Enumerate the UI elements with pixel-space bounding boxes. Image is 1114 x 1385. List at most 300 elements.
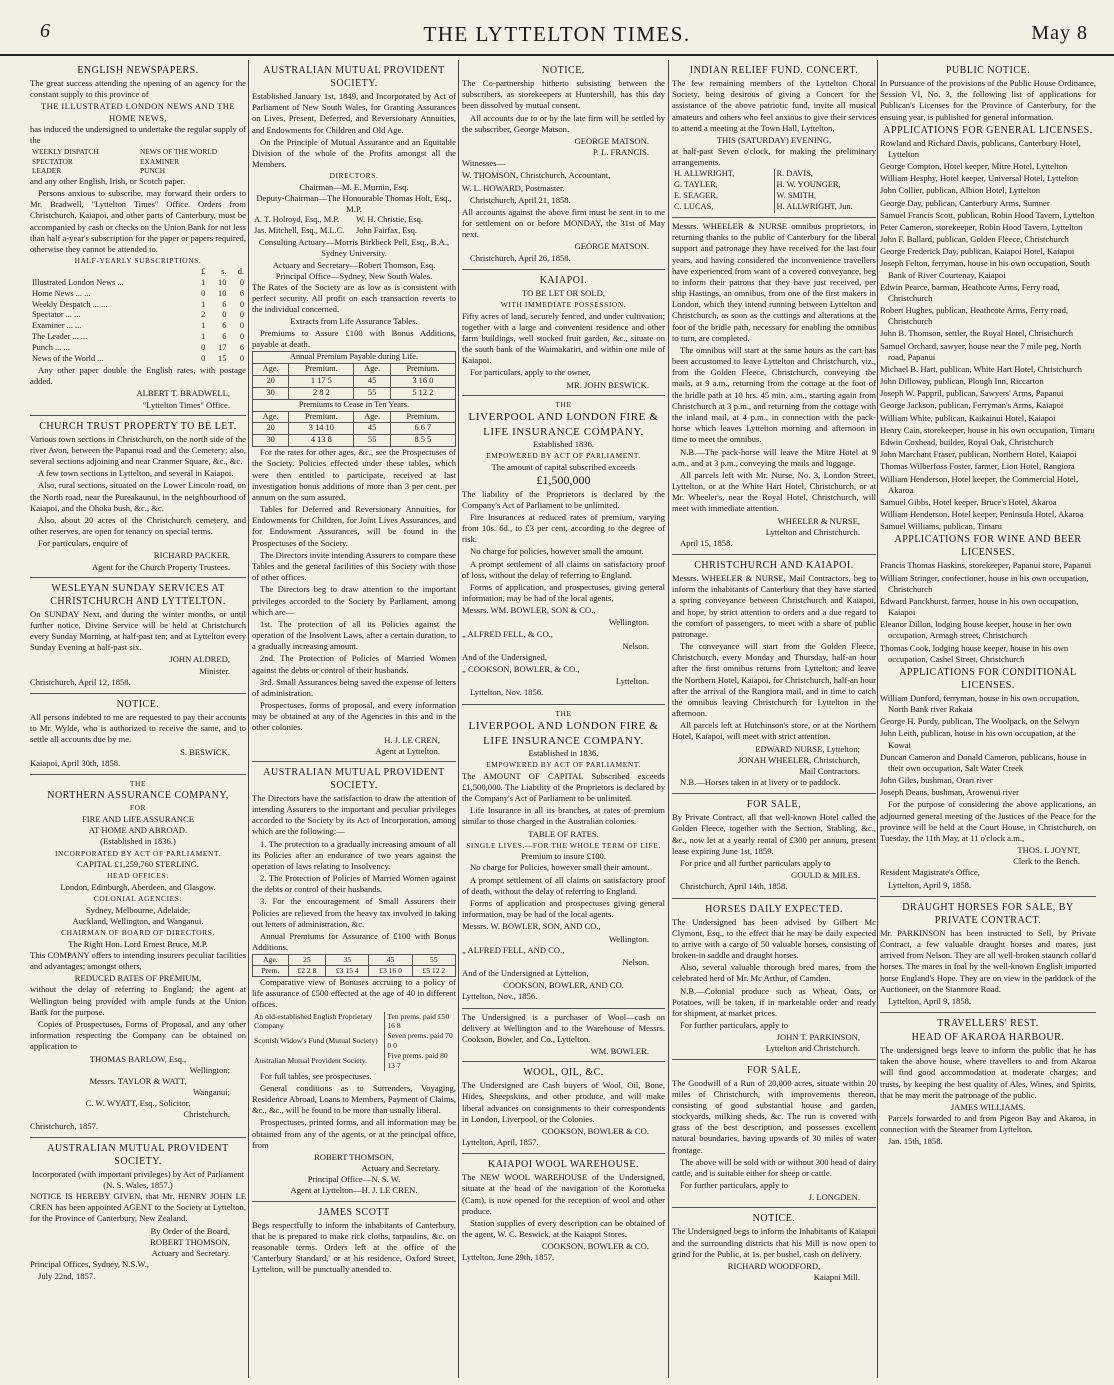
ad-wool-oil — [462, 1062, 665, 1154]
list-item: George H. Purdy, publican, The Woolpack, on the Selwyn — [880, 716, 1080, 727]
ad-subheading: EMPOWERED BY ACT OF PARLIAMENT. — [486, 760, 641, 770]
ad-body: Tables for Deferred and Reversionary Annuities, for Endowments for Children, for Joint Lives Assurances, and for Endowment Assurances, will be found in the Prospectuses of the Society. — [252, 504, 456, 548]
table-cell: 5 12 2 — [390, 387, 455, 399]
ad-heading: INDIAN RELIEF FUND. CONCERT. — [689, 65, 859, 76]
ad-body: The liability of the Proprietors is declared by the Company's Act of Parliament to be unlimited. — [462, 488, 665, 510]
ad-line: Witnesses— — [462, 158, 506, 169]
ad-heading: FOR SALE. — [747, 1064, 801, 1076]
table-cell: Age. — [253, 955, 289, 966]
ad-body: In Pursuance of the provisions of the Public House Ordinance, Session VI, No. 3, the following list of applications for Publican's Licenses for the Province of Canterbury, for the ensuing year, is published for general information. — [880, 78, 1096, 122]
ad-heading: AUSTRALIAN MUTUAL PROVIDENT SOCIETY. — [263, 65, 445, 89]
ad-body: All accounts against the above firm must be sent in to me for settlement on or before MONDAY, the 31st of May next. — [462, 206, 665, 240]
ad-subheading: CHAIRMAN OF BOARD OF DIRECTORS, — [61, 928, 215, 938]
ad-heading: AUSTRALIAN MUTUAL PROVIDENT SOCIETY. — [47, 1142, 229, 1167]
ad-body: For further particulars, apply to — [680, 1180, 789, 1191]
ad-body: Fire Insurances at reduced rates of premium, varying from 10s. 6d., to £3 per cent, according to the degree of risk. — [462, 511, 665, 545]
ad-date: July 22nd, 1857. — [38, 1271, 96, 1282]
ad-body: has induced the undersigned to undertake the regular supply of the — [30, 123, 246, 145]
signature: ALBERT T. BRADWELL, — [136, 388, 230, 399]
ad-body: The Directors have the satisfaction to draw the attention of intending Assurers to the important and peculiar privileges accorded to the Society by its Act of Incorporation, among which are the following:— — [252, 792, 456, 837]
list-item: Joseph W. Pappril, publican, Sawyers' Arms, Papanui — [880, 388, 1064, 399]
ad-subheading: Incorporated (with important privileges) by Act of Parliament (N. S. Wales, 1857.) — [31, 1168, 245, 1190]
ad-date: Christchurch, April 21, 1858. — [470, 194, 571, 205]
ad-body: For particulars, apply to the owner, — [470, 367, 591, 378]
paper-name: LEADER — [32, 166, 62, 176]
ad-line: And of the Undersigned, — [462, 651, 547, 662]
office-name: Scottish Widow's Fund (Mutual Society) — [254, 1036, 378, 1046]
list-item: George Day, publican, Canterbury Arms, Sumner — [880, 197, 1050, 208]
signature-role: Actuary and Secretary. — [151, 1247, 230, 1258]
page-number: 6 — [40, 20, 50, 42]
list-item: Rowland and Richard Davis, publicans, Canterbury Hotel, Lyttelton — [880, 137, 1081, 159]
signature-role: Minister. — [199, 665, 230, 676]
ad-body: All parcels left with Mr. Nurse, No. 3, London Street, Lyttelton, or at the White Hart Hotel, Christchurch, or at Mr. Wheeler's, near the Royal Hotel, Christchurch, will meet with immediate attention. — [672, 469, 876, 514]
signature-role: Lyttelton and Christchurch. — [765, 1043, 860, 1054]
ad-line: Sydney, Melbourne, Adelaide, — [85, 904, 191, 915]
ad-body: For the rates for other ages, &c., see the Prospectuses of the Society. Policies effected under these tables, which were then entitled to participate, received at last investigation bonus additions of more than 3 per cent. per annum on the sum assured. — [252, 447, 456, 502]
ad-body: The Goodwill of a Run of 20,000 acres, situate within 20 miles of Christchurch, with improvements thereon, consisting of good substantial house and garden, stockyards, milking sheds, &c. The run is covered with grass of the best description, and possesses excellent natural boundaries, having upwards of 30 miles of water frontage. — [672, 1077, 876, 1155]
ad-body: Station supplies of every description can be obtained of the agent, W. C. Beswick, at the Kaiapoi Stores. — [462, 1217, 665, 1240]
pence: 0 — [239, 277, 244, 287]
ad-subheading: APPLICATIONS FOR GENERAL LICENSES. — [883, 124, 1093, 136]
ad-body: The Undersigned are Cash buyers of Wool, Oil, Bone, Hides, Sheepskins, and other produce, and will make liberal advances on consignments to their correspondents in London, Liverpool, or the Colonies. — [462, 1080, 665, 1124]
ad-line: Principal Office—N. S. W. — [307, 1174, 401, 1185]
masthead — [0, 18, 1114, 56]
ad-subheading: WITH IMMEDIATE POSSESSION. — [500, 299, 627, 309]
shillings: 15 — [218, 354, 227, 364]
signature: MR. JOHN BESWICK. — [566, 379, 649, 390]
ad-body: The Directors beg to draw attention to the important privileges accorded to the Society by Parliament, among which are— — [252, 584, 456, 617]
signature: GOULD & MILES. — [791, 870, 860, 881]
ad-kaiapoi-land — [462, 270, 665, 396]
table-cell: 1 17 5 — [289, 375, 354, 387]
ad-heading: FOR SALE, — [747, 799, 801, 811]
ad-heading: TRAVELLERS' REST. — [937, 1018, 1039, 1030]
ad-kaiapoi-mill — [672, 1208, 876, 1287]
table-row — [30, 354, 246, 365]
ad-subheading: Established 1836. — [532, 438, 595, 449]
list-item: William Dunford, ferryman, house in his own occupation, North Bank river Rakaia — [880, 692, 1080, 715]
table-row — [30, 310, 246, 321]
ad-heading: WOOL, OIL, &C. — [523, 1067, 604, 1079]
newspaper-title: THE LYTTELTON TIMES. — [423, 22, 691, 46]
ad-subheading: TABLE OF RATES. — [528, 828, 599, 839]
bonus-value: Five prems. paid 80 13 7 — [385, 1051, 456, 1071]
ad-subheading: Established in 1836. — [528, 747, 599, 758]
ad-date: Christchurch, April 12, 1858. — [30, 676, 131, 687]
ad-body: On SUNDAY Next, and during the winter months, or until further notice, Divine Service will be held at Christchurch every Sunday Morning, at half-past ten; and at Lyttelton every Sunday Evening at half-past six. — [30, 608, 246, 653]
agent-location: Nelson. — [622, 956, 649, 967]
signature: WHEELER & NURSE, — [777, 515, 860, 526]
list-item: Eleanor Dillon, lodging house keeper, house in her own occupation, Armagh street, Christchurch — [880, 619, 1072, 641]
signature: ROBERT THOMSON, — [150, 1236, 230, 1247]
ad-line: Consulting Actuary—Morris Birkbeck Pell, Esq., B.A., Sydney University. — [258, 237, 450, 259]
shillings: 10 — [218, 277, 227, 287]
ad-line: Premium to insure £100. — [521, 851, 606, 862]
ad-line: The amount of capital subscribed exceeds — [491, 461, 636, 472]
wine-license-list — [880, 560, 1096, 665]
table-cell: 2 8 2 — [289, 387, 354, 399]
list-item: Edward Panckhurst, farmer, house in his own occupation, Kaiapoi — [880, 595, 1079, 618]
ad-subheading: Extracts from Life Assurance Tables. — [290, 316, 418, 327]
table-cell: 6 6 7 — [390, 423, 455, 435]
ad-body: Annual Premiums for Assurance of £100 with Bonus Additions. — [252, 930, 456, 953]
ad-body: at half-past Seven o'clock, for making the preliminary arrangements. — [672, 146, 876, 168]
ad-wesleyan — [30, 578, 246, 694]
list-item: John B. Thomson, settler, the Royal Hotel, Christchurch — [880, 328, 1074, 339]
ad-draught-horses — [880, 897, 1096, 1013]
ad-body: This COMPANY offers to intending insurers peculiar facilities and advantages; amongst others, — [30, 949, 246, 972]
director: A. T. Holroyd, Esq., M.P. — [254, 215, 340, 225]
ad-subheading: APPLICATIONS FOR WINE AND BEER LICENSES. — [894, 534, 1082, 559]
capital-amount: £1,500,000 — [536, 472, 591, 487]
list-item: Edwin Coxhead, builder, Royal Oak, Christchurch — [880, 436, 1054, 447]
ad-date: Christchurch, 1857. — [30, 1120, 99, 1131]
column-2 — [252, 60, 456, 1378]
ad-line: By Order of the Board, — [150, 1225, 230, 1236]
table-row — [253, 423, 456, 435]
signature: GEORGE MATSON. — [574, 135, 649, 146]
ad-body: The Undersigned is a purchaser of Wool—cash on delivery at Wellington and to the Warehouse of Messrs. Cookson, Bowler, and Co., Lyttelton. — [462, 1011, 665, 1044]
ad-horses-expected — [672, 899, 876, 1060]
signature: P. L. FRANCIS. — [592, 147, 649, 158]
table-row — [30, 321, 246, 332]
ad-heading: LIVERPOOL AND LONDON FIRE & LIFE INSURANCE COMPANY. — [468, 720, 659, 747]
ad-body: For price and all further particulars apply to — [680, 858, 831, 868]
agent-name: THOMAS BARLOW, Esq., — [89, 1053, 187, 1064]
ad-line: Agent at Lyttelton—H. J. LE CREN. — [290, 1185, 418, 1196]
table-cell: 35 — [326, 955, 369, 966]
ad-wool-warehouse — [462, 1154, 665, 1268]
column-header: Age. — [354, 411, 390, 423]
table-cell: 25 — [288, 955, 325, 966]
ad-body: All accounts due to or by the late firm will be settled by the subscriber, George Matson. — [462, 112, 665, 134]
paper-name: Home News ... ... — [32, 288, 91, 298]
ad-body: The AMOUNT OF CAPITAL Subscribed exceeds £1,500,000. The Liability of the Proprietors is declared by the Company's Act of Parliament to be unlimited. — [462, 770, 665, 803]
currency-header: s. — [221, 266, 227, 276]
ad-body: All parcels left at Hutchinson's store, or at the Northern Hotel, Kaiapoi, will meet with strict attention. — [672, 720, 876, 742]
signature: COOKSON, BOWLER & CO. — [541, 1241, 649, 1252]
list-item: Samuel Gibbs, Hotel keeper, Bruce's Hotel, Akaroa — [880, 496, 1057, 507]
ad-date: Lyttelton, April, 1857. — [462, 1137, 539, 1148]
ad-body: Parcels forwarded to and from Pigeon Bay and Akaroa, in connection with the Steamer from Lyttelton. — [880, 1113, 1096, 1135]
table-row — [253, 375, 456, 387]
list-item: Henry Cain, storekeeper, house in his own occupation, Timaru — [880, 424, 1095, 435]
ad-body: By Private Contract, all that well-known Hotel called the Golden Fleece, together with the Section, Stabling, &c., &c., now let at a yearly rental of £300 per annum, present lease expiring June 1st, 1859. — [672, 812, 876, 856]
premium-table-life — [252, 351, 456, 447]
ad-run-sale — [672, 1060, 876, 1209]
ad-body: On the Principle of Mutual Assurance and an Equitable Division of the whole of the Profits amongst all the Members. — [252, 136, 456, 170]
ad-travellers-rest — [880, 1013, 1096, 1153]
signature-role: "Lyttelton Times" Office. — [142, 399, 230, 410]
ad-body: Premiums to Assure £100 with Bonus Additions, payable at death. — [252, 327, 456, 349]
ad-heading: HORSES DAILY EXPECTED. — [705, 903, 843, 915]
ad-body: Any other paper double the English rates, with postage added. — [30, 365, 246, 387]
table-cell: 55 — [412, 955, 455, 966]
list-item: Joseph Felton, ferryman, house in his own occupation, South Bank of River Courtenay, Kaiapoi — [880, 258, 1090, 280]
list-item: John Leith, publican, house in his own occupation, at the Kowai — [880, 728, 1076, 750]
signature: JOHN T. PARKINSON, — [776, 1032, 860, 1043]
table-row — [252, 1031, 456, 1051]
list-item: Samuel Orchard, sawyer, house near the 7 mile peg, North road, Papanui — [880, 340, 1082, 362]
table-row — [252, 1012, 456, 1032]
ad-subheading: THIS (SATURDAY) EVENING, — [716, 134, 832, 145]
ad-date: Lyttelton, Nov., 1856. — [462, 991, 538, 1002]
pence: 0 — [239, 321, 244, 331]
committee-member: G. TAYLER, — [674, 180, 718, 190]
ad-subheading: HEAD OF AKAROA HARBOUR. — [911, 1032, 1065, 1044]
ad-liverpool-life — [462, 705, 665, 1009]
table-title: Premiums to Cease in Ten Years. — [253, 399, 456, 411]
ad-subheading: INCORPORATED BY ACT OF PARLIAMENT. — [55, 848, 221, 858]
conditional-license-list — [880, 693, 1096, 799]
column-header: Premium. — [289, 363, 354, 375]
column-rule — [668, 60, 669, 1378]
ad-body: For the purpose of considering the above applications, an adjourned general meeting of the Justices of the Peace for the province will be held at the Court House, in Christchurch, on Tuesday, the 11th May, at 11 o'clock a.m., — [880, 799, 1096, 843]
ad-body: Also, rural sections, situated on the Lower Lincoln road, on the North road, near the Pureakaunui, in the neighbourhood of Kaiapoi, and the Ohoka bush, &c., &c. — [30, 480, 246, 513]
ad-body: Begs respectfully to inform the inhabitants of Canterbury, that he is prepared to make rick cloths, tarpaulins, &c. on reasonable terms. Orders left at the office of the 'Canterbury Standard,' or at his residence, Oxford Street, Lyttelton, will be punctually attended to. — [252, 1219, 456, 1275]
pence: 0 — [239, 310, 244, 320]
ad-body: Forms of application and prospectuses giving general information, may be had of the local agents. — [462, 897, 665, 920]
committee-member: C. LUCAS, — [674, 202, 714, 212]
signature: GEORGE MATSON. — [574, 241, 649, 252]
list-item: Samuel Francis Scott, publican, Robin Hood Tavern, Lyttelton — [880, 209, 1095, 220]
signature: EDWARD NURSE, Lyttelton; — [755, 743, 860, 754]
table-cell: 3 16 0 — [390, 375, 455, 387]
ad-line: London, Edinburgh, Aberdeen, and Glasgow. — [60, 882, 216, 893]
ad-heading: NOTICE. — [752, 1213, 796, 1225]
ad-amp-agent — [30, 1138, 246, 1288]
ad-body: The great success attending the opening of an agency for the constant supply to this province of — [30, 78, 246, 100]
general-license-list — [880, 138, 1096, 533]
signature: JONAH WHEELER, Christchurch, — [737, 754, 860, 765]
column-rule — [458, 60, 459, 1378]
signature: RICHARD PACKER, — [153, 550, 230, 561]
signature: THOS. I. JOYNT, — [1017, 845, 1080, 856]
ad-heading: ENGLISH NEWSPAPERS. — [77, 65, 199, 76]
subscription-table — [30, 267, 246, 365]
agent-name: Messrs. WM. BOWLER, SON & CO., — [462, 605, 596, 616]
ad-body: Copies of Prospectuses, Forms of Proposal, and any other information respecting the Company can be obtained on application to — [30, 1019, 246, 1052]
ad-body: Various town sections in Christchurch, on the north side of the river Avon, between the Papanui road and the Cemetery; also, several sections adjoining and near Cranmer Square, &c., &c. — [30, 433, 246, 467]
shillings: 0 — [222, 310, 227, 320]
ad-body: Also, several valuable thorough bred mares, from the celebrated herd of Mr. Mc Arthur, of Camden. — [672, 962, 876, 984]
ad-body: The undersigned begs leave to inform the public that he has taken the above house, where travellers to and from Akaroa will find good accommodation at moderate charges; and trusts, by keeping the best quality of Ales, Wines, and Spirits, that he may merit the patronage of the public. — [880, 1045, 1096, 1100]
paper-name: News of the World ... — [32, 354, 104, 364]
ad-body: 2nd. The Protection of Policies of Married Women against the debts or control of their husbands. — [252, 653, 456, 675]
ad-body: The Directors invite intending Assurers to compare these Tables and the general facilities of this Society with those of other offices. — [252, 549, 456, 583]
table-cell: 55 — [354, 435, 390, 447]
ad-body: For particulars, enquire of — [38, 538, 128, 549]
signature: RICHARD WOODFORD, — [727, 1260, 821, 1271]
ad-body: N.B.—Colonial produce such as Wheat, Oats, or Potatoes, will be taken, if in marketable order and ready for shipment, at market prices. — [672, 985, 876, 1018]
ad-body: All persons indebted to me are requested to pay their accounts to Mr. Wylde, who is authorized to receive the same, and to settle all accounts due by me. — [30, 711, 246, 745]
ad-body: Forms of application, and prospectuses, giving general information, may be had of the local agents, — [462, 581, 665, 604]
agent-name: Messrs. TAYLOR & WATT, — [89, 1075, 187, 1086]
ad-subheading: THE — [129, 778, 147, 788]
committee-member: R. DAVIS, — [774, 169, 876, 180]
ad-body: Mr. PARKINSON has been instructed to Sell, by Private Contract, a few valuable draught horses and mares, just arrived from Nelson. They are all well-broken staunch collar'd horses. The mares in foal by the well-known English imported horse England's Hope. They are on view in the paddock of the Auctioneer, on the Stanmore Road. — [880, 927, 1096, 994]
ad-body: The Undersigned begs to inform the Inhabitants of Kaiapoi and the surrounding districts that his Mill is now open to grind for the Public, at 1s. per bushel, cash on delivery. — [672, 1226, 876, 1259]
ad-date: Jan. 15th, 1858. — [888, 1136, 943, 1147]
table-row — [30, 343, 246, 354]
list-item: John F. Ballard, publican, Golden Fleece, Christchurch — [880, 234, 1069, 245]
list-item: John Giles, bushman, Orari river — [880, 775, 993, 786]
column-header: Age. — [253, 363, 289, 375]
agent-location: Nelson. — [622, 640, 649, 651]
ad-heading: LIVERPOOL AND LONDON FIRE & LIFE INSURANCE COMPANY. — [468, 411, 659, 438]
ad-subheading: TO BE LET OR SOLD, — [522, 287, 605, 298]
ad-line: The Right Hon. Lord Ernest Bruce, M.P. — [68, 938, 208, 949]
ad-body: without the delay of referring to England; the agent at Wellington being provided with ample funds at the Union Bank for the purpose. — [30, 984, 246, 1017]
ad-amp-privileges — [252, 762, 456, 1202]
ad-heading: NORTHERN ASSURANCE COMPANY, — [47, 790, 229, 802]
table-cell: 30 — [253, 435, 289, 447]
paper-name: NEWS OF THE WORLD — [140, 147, 218, 157]
list-item: William White, publican, Kaikainui Hotel, Kaiapoi — [880, 412, 1056, 423]
ad-body: For full tables, see prospectuses. — [260, 1070, 372, 1081]
pounds: 0 — [201, 354, 206, 364]
director: Chairman—M. E. Murnin, Esq. — [299, 181, 409, 192]
ad-golden-fleece-sale — [672, 794, 876, 898]
office-name: Australian Mutual Provident Society. — [254, 1055, 367, 1065]
ad-notice-matson — [462, 60, 665, 270]
ad-body: The above will be sold with or without 300 head of dairy cattle, and is suitable either for sheep or cattle. — [672, 1156, 876, 1178]
table-cell: £3 15 4 — [326, 966, 369, 977]
ad-body: and any other English, Irish, or Scotch paper. — [30, 175, 186, 186]
list-item: John Collier, publican, Albion Hotel, Lyttelton — [880, 185, 1041, 196]
ad-subheading: HEAD OFFICES: — [107, 871, 169, 881]
paper-name: PUNCH — [140, 166, 166, 176]
bonus-value: Seven prems. paid 70 0 0 — [385, 1031, 456, 1051]
ad-body: 3rd. Small Assurances being saved the expense of letters of administration. — [252, 676, 456, 698]
column-header: Premium. — [390, 363, 455, 375]
signature: H. J. LE CREN, — [384, 734, 440, 745]
ad-body: The Rates of the Society are as low as is consistent with perfect security. All profit on each transaction reverts to the individual concerned. — [252, 281, 456, 315]
ad-body: Messrs. WHEELER & NURSE omnibus proprietors, in returning thanks to the public of Canterbury for the liberal support and patronage they have received for the last four years, and having considered the inconvenience travellers have experienced from want of a covered conveyance, beg to inform their patrons that they have just received, per ship Hastings, an omnibus, from one of the first makers in London, which they intend running between Lyttelton and Christchurch, as soon as the cuttings and alterations at the foot of the bridle path, necessary for enabling the omnibus to turn, are completed. — [672, 221, 876, 343]
ad-body: Life Insurance in all its branches, at rates of premium similar to those charged in the Australian colonies. — [462, 805, 665, 827]
pence: 0 — [239, 332, 244, 342]
ad-subheading: APPLICATIONS FOR CONDITIONAL LICENSES. — [899, 666, 1077, 691]
list-item: John Marchant Fraser, publican, Northern Hotel, Kaiapoi — [880, 449, 1077, 460]
list-item: Edwin Pearce, barman, Heathcote Arms, Ferry road, Christchurch — [880, 281, 1060, 303]
shillings: 10 — [218, 288, 227, 298]
list-item: Francis Thomas Haskins, storekeeper, Papanui store, Papanui — [880, 560, 1092, 571]
ad-line: Actuary and Secretary—Robert Thomson, Esq. — [272, 259, 436, 270]
ad-date: Christchurch, April 14th, 1858. — [680, 881, 788, 892]
director: W. H. Christie, Esq. — [356, 215, 423, 225]
agent-name: Messrs. W. BOWLER, SON, AND CO., — [462, 921, 601, 932]
director: Jas. Mitchell, Esq., M.L.C. — [254, 226, 345, 236]
table-cell: 45 — [354, 423, 390, 435]
list-item: Thomas Wilberfoss Foster, farmer, Lion Hotel, Rangiora — [880, 461, 1075, 472]
paper-name: SPECTATOR — [32, 156, 73, 166]
paper-name: Spectator ... ... — [32, 310, 81, 320]
agent-location: Wellington; — [189, 1064, 230, 1075]
ad-body: Comparative view of Bonuses accruing to a policy of life assurance of £500 effected at the age of 40 in different offices. — [252, 977, 456, 1010]
ad-amp-tables — [252, 60, 456, 762]
ad-heading: NOTICE. — [542, 65, 585, 76]
pence: 0 — [239, 299, 244, 309]
pence: 6 — [239, 288, 244, 298]
signature: JAMES WILLIAMS. — [950, 1101, 1026, 1112]
committee-list — [672, 169, 876, 213]
table-cell: 4 13 8 — [289, 435, 354, 447]
ad-date: Kaiapoi, April 30th, 1858. — [30, 757, 121, 768]
ad-subheading: AT HOME AND ABROAD. — [88, 825, 188, 836]
list-item: William Henderson, Hotel keeper, Peninsula Hotel, Akaroa — [880, 509, 1084, 520]
ad-body: N.B.—The pack-horse will leave the Mitre Hotel at 9 a.m., and at 3 p.m., conveying the mails and luggage. — [672, 446, 876, 468]
ad-subheading: THE — [555, 708, 572, 718]
pounds: 0 — [201, 343, 206, 353]
pounds: 0 — [201, 288, 206, 298]
shillings: 6 — [222, 299, 227, 309]
table-row — [30, 300, 246, 311]
column-3 — [462, 60, 665, 1378]
table-cell: 20 — [253, 423, 289, 435]
ad-heading: KAIAPOI. — [539, 274, 588, 286]
table-row — [30, 332, 246, 343]
ad-heading: NOTICE. — [116, 698, 160, 710]
ad-body: Prospectuses, forms of proposal, and every information may be obtained at any of the Agencies in this and in the other colonies. — [252, 700, 456, 733]
committee-member: E. SEAGER, — [674, 191, 718, 201]
paper-name: EXAMINER — [140, 156, 180, 166]
signature-role: Kaiapoi Mill. — [813, 1272, 860, 1283]
ad-line: Auckland, Wellington, and Wanganui. — [72, 916, 204, 926]
column-1 — [30, 60, 246, 1378]
pounds: 1 — [201, 299, 206, 309]
list-item: Samuel Williams, publican, Timaru — [880, 521, 1002, 532]
agent-location: Lyttelton. — [615, 676, 649, 687]
ad-heading: CHRISTCHURCH AND KAIAPOI. — [694, 560, 854, 572]
column-header: Age. — [253, 411, 289, 423]
director: John Fairfax, Esq. — [356, 226, 417, 236]
paper-name: Illustrated London News ... — [32, 277, 124, 287]
agent-name: „ ALFRED FELL, & CO., — [462, 628, 553, 639]
table-cell: 55 — [354, 387, 390, 399]
agent-name: C. W. WYATT, Esq., Solicitor, — [85, 1098, 191, 1109]
ad-heading: WESLEYAN SUNDAY SERVICES AT CHRISTCHURCH AND LYTTELTON. — [50, 582, 226, 607]
list-item: William Stringer, confectioner, house in his own occupation, Christchurch — [880, 572, 1089, 594]
ad-james-scott — [252, 1202, 456, 1281]
ad-body: The NEW WOOL WAREHOUSE of the Undersigned, situate at the head of the navigation of the Korotueka (Cam), is now opened for the reception of wool and other produce. — [462, 1172, 665, 1216]
ad-english-newspapers — [30, 60, 246, 416]
ad-body: Prospectuses, printed forms, and all information may be obtained from any of the agents, or at the principal office, from — [252, 1117, 456, 1150]
ad-subheading: THE — [555, 399, 572, 409]
column-rule — [248, 60, 249, 1378]
signature: J. LONGDEN. — [808, 1192, 860, 1203]
ad-body: No charge for Policies, however small their amount. — [470, 862, 650, 873]
column-rule — [877, 60, 878, 1378]
ad-indian-relief — [672, 60, 876, 218]
ad-body: General conditions as to Surrenders, Voyaging, Residence Abroad, Loans to Members, Payment of Claims, &c., &c., will be found to be more than usually liberal. — [252, 1082, 456, 1116]
ad-body: Persons anxious to subscribe, may forward their orders to Mr. Bradwell, "Lyttelton Times" Office. Orders from Christchurch, Kaiapoi, and other parts of Canterbury, must be accompanied by cash or checks on the Union Bank for not less than half a-year's subscription for the paper or papers required, otherwise they cannot be attended to. — [30, 188, 246, 254]
ad-body: 1. The protection to a gradually increasing amount of all its Policies after an endurance of two years against the operation of laws relating to Insolvency. — [252, 838, 456, 871]
table-row — [30, 289, 246, 300]
column-header: Premium. — [289, 411, 354, 423]
ad-date: Lyttelton, Nov. 1856. — [470, 687, 544, 698]
pence: 6 — [239, 343, 244, 353]
table-row — [253, 387, 456, 399]
ad-date: Lyttelton, June 29th, 1857. — [462, 1252, 555, 1263]
ad-date: Lyttelton, April 9, 1858. — [888, 879, 972, 890]
list-item: John Dilloway, publican, Plough Inn, Riccarton — [880, 376, 1044, 387]
table-cell: £3 16 0 — [369, 966, 412, 977]
signature-role: Agent at Lyttelton. — [375, 745, 440, 756]
signature-role: Lyttelton and Christchurch. — [765, 526, 860, 537]
witness: W. THOMSON, Christchurch, Accountant, — [462, 170, 611, 181]
table-cell: 3 14 10 — [289, 423, 354, 435]
